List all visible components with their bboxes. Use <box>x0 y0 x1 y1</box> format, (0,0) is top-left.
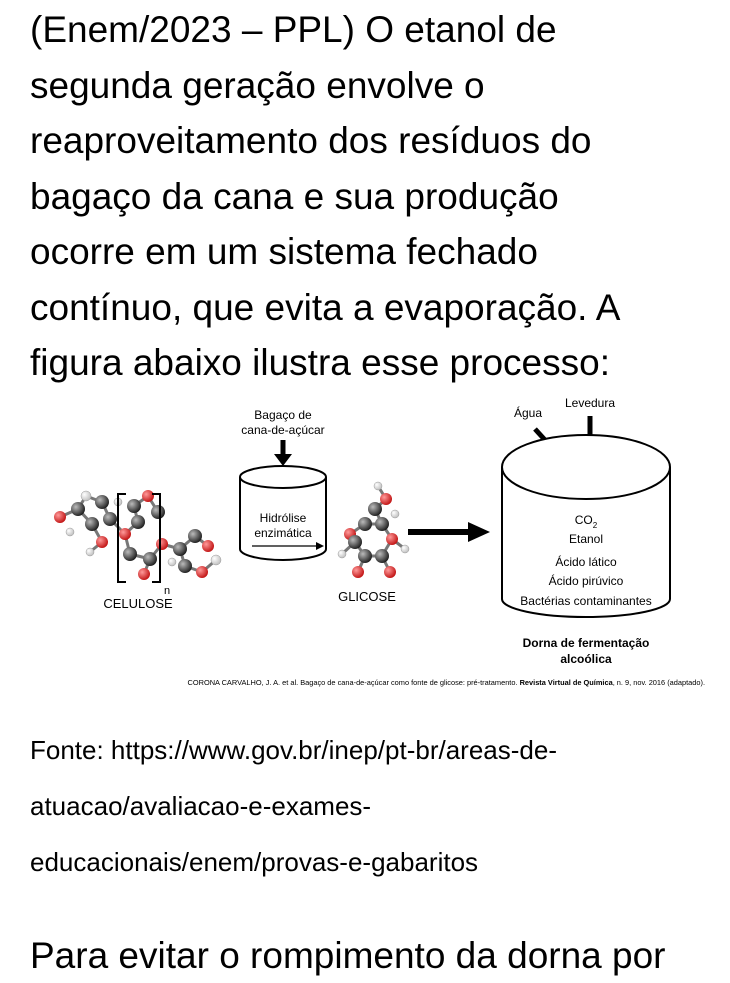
question-line-5: ocorre em um sistema fechado <box>30 231 538 272</box>
down-arrow-icon <box>274 440 292 466</box>
source-line-1: Fonte: https://www.gov.br/inep/pt-br/areas-de- <box>30 735 557 765</box>
question-line-2: segunda geração envolve o <box>30 64 485 106</box>
hydrolysis-label-line2: enzimática <box>254 526 312 540</box>
glucose-label: GLICOSE <box>338 589 396 604</box>
glucose-atoms <box>338 482 409 578</box>
yeast-label: Levedura <box>564 396 616 410</box>
hydrolysis-label-line1: Hidrólise <box>259 511 307 525</box>
question-line-3: reaproveitamento dos resíduos do <box>30 120 592 161</box>
continuation-text: Para evitar o rompimento da dorna por <box>30 935 666 976</box>
tank-item-ethanol: Etanol <box>568 532 604 546</box>
question-line-1: (Enem/2023 – PPL) O etanol de <box>30 9 557 50</box>
citation-part1: CORONA CARVALHO, J. A. et al. Bagaço de cana-de-açúcar como fonte de glicose: pré-tratamento. <box>187 678 520 687</box>
source-reference <box>30 722 720 890</box>
tank-caption-line2: alcoólica <box>560 652 612 666</box>
figure-citation <box>188 678 705 687</box>
co2-text: CO <box>574 513 593 527</box>
tank-caption-line1: Dorna de fermentação <box>522 636 650 650</box>
right-arrow-icon <box>408 522 490 542</box>
question-line-6: contínuo, que evita a evaporação. A <box>30 286 621 328</box>
water-label: Água <box>513 406 543 420</box>
process-diagram <box>30 384 716 694</box>
bagaco-label-line1: Bagaço de <box>254 408 312 422</box>
process-figure <box>30 384 716 694</box>
citation-part2: , n. 9, nov. 2016 (adaptado). <box>612 678 705 687</box>
cellulose-atoms <box>54 490 221 580</box>
citation-journal: Revista Virtual de Química <box>519 678 613 687</box>
source-line-2: atuacao/avaliacao-e-exames- <box>30 791 372 821</box>
cellulose-label: CELULOSE <box>103 596 173 611</box>
question-line-7: figura abaixo ilustra esse processo: <box>30 342 610 383</box>
question-line-4: bagaço da cana e sua produção <box>30 175 559 217</box>
question-text <box>30 2 720 391</box>
tank-item-bacteria: Bactérias contaminantes <box>520 594 652 608</box>
tank-item-lactic-acid: Ácido lático <box>555 555 617 569</box>
tank-item-pyruvic-acid: Ácido pirúvico <box>548 574 624 588</box>
polymer-n-subscript: n <box>164 585 171 597</box>
source-line-3: educacionais/enem/provas-e-gabaritos <box>30 847 479 877</box>
co2-subscript: 2 <box>592 521 598 530</box>
bagaco-label-line2: cana-de-açúcar <box>241 423 325 437</box>
